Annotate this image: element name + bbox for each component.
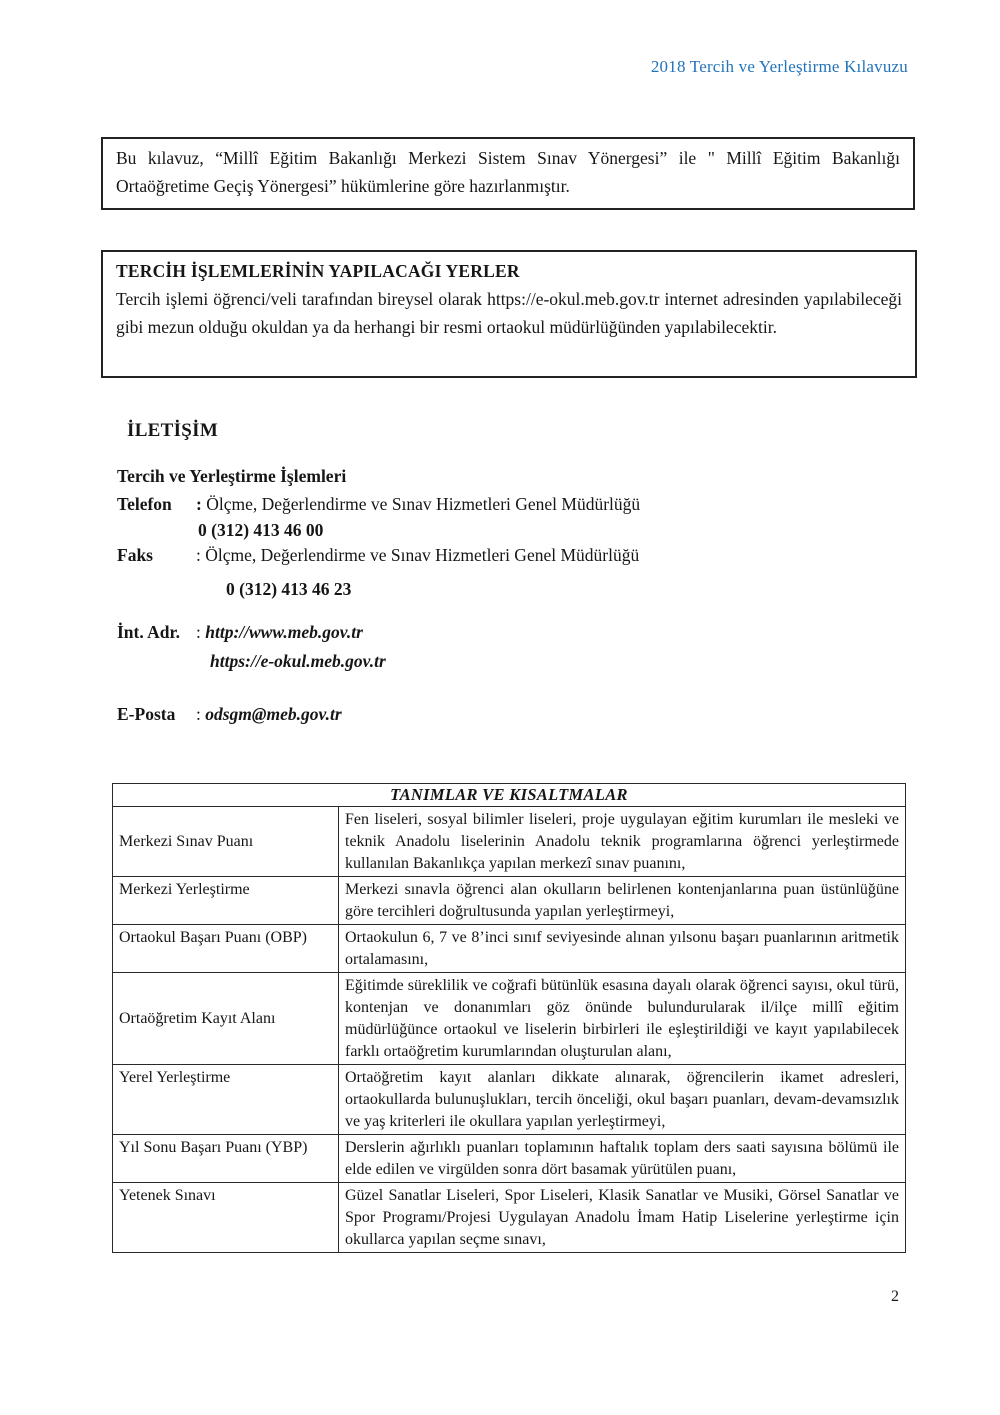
term-cell: Ortaokul Başarı Puanı (OBP) (113, 925, 339, 973)
eposta-label: E-Posta (117, 704, 176, 724)
notice-text: Bu kılavuz, “Millî Eğitim Bakanlığı Merkezi Sistem Sınav Yönergesi” ile " Millî Eğitim Bakanlığı Ortaöğretime Geçiş Yönergesi” hükümlerine göre hazırlanmıştır. (116, 148, 900, 196)
term-cell: Ortaöğretim Kayıt Alanı (113, 973, 339, 1065)
email-address: odsgm@meb.gov.tr (205, 704, 342, 724)
contact-row-faks (117, 543, 837, 601)
definitions-table-title: TANIMLAR VE KISALTMALAR (113, 784, 906, 807)
tercih-box-text: Tercih işlemi öğrenci/veli tarafından bireysel olarak https://e-okul.meb.gov.tr internet adresinden yapılabileceği gibi mezun olduğu okuldan ya da herhangi bir resmi ortaokul müdürlüğünden yapılabilecektir. (116, 289, 902, 337)
term-cell: Merkezi Yerleştirme (113, 877, 339, 925)
eokul-url: https://e-okul.meb.gov.tr (210, 651, 386, 671)
table-row-ortaogretim-kayit-alani (113, 973, 906, 1065)
definition-cell: Eğitimde süreklilik ve coğrafi bütünlük esasına dayalı olarak öğrenci sayısı, okul türü, kontenjan ve donanımları göz önünde bulundurularak il/ilçe millî eğitim müdürlüğünce ortaokul ve liselerin birbirleri ile eşleştirildiği ve kayıt yapılabilecek farklı ortaöğretim kurumlarından oluşturulan alanı, (339, 973, 906, 1065)
table-row-yerel-yerlestirme (113, 1065, 906, 1135)
term-cell: Yetenek Sınavı (113, 1183, 339, 1253)
website-url: http://www.meb.gov.tr (205, 622, 363, 642)
internet-address-label: İnt. Adr. (117, 622, 181, 642)
table-row-merkezi-sinav-puani (113, 807, 906, 877)
table-row-yil-sonu-basari-puani (113, 1135, 906, 1183)
definition-cell: Derslerin ağırlıklı puanları toplamının haftalık toplam ders saati sayısına bölümü ile elde edilen ve virgülden sonra dört basamak yürütülen puanı, (339, 1135, 906, 1183)
running-header: 2018 Tercih ve Yerleştirme Kılavuzu (650, 57, 908, 76)
telefon-separator: : (196, 494, 202, 514)
contact-subheading: Tercih ve Yerleştirme İşlemleri (117, 466, 347, 486)
telefon-number: 0 (312) 413 46 00 (198, 520, 324, 540)
contact-row-internet-address (117, 620, 837, 673)
contact-row-telefon (117, 492, 837, 542)
term-cell: Merkezi Sınav Puanı (113, 807, 339, 877)
contact-row-eposta (117, 702, 837, 726)
definitions-table-header-row (113, 784, 906, 807)
faks-label: Faks (117, 545, 153, 565)
faks-department: Ölçme, Değerlendirme ve Sınav Hizmetleri Genel Müdürlüğü (205, 545, 640, 565)
table-row-ortaokul-basari-puani (113, 925, 906, 973)
faks-separator: : (196, 545, 201, 565)
faks-number: 0 (312) 413 46 23 (226, 579, 352, 599)
page-number: 2 (891, 1288, 899, 1305)
internet-address-separator: : (196, 622, 201, 642)
definition-cell: Güzel Sanatlar Liseleri, Spor Liseleri, Klasik Sanatlar ve Musiki, Görsel Sanatlar ve Spor Programı/Projesi Uygulayan Anadolu İmam Hatip Liselerine yerleştirme için okullarca yapılan seçme sınavı, (339, 1183, 906, 1253)
tercih-locations-box (101, 250, 917, 378)
definitions-table (112, 783, 906, 1253)
telefon-label: Telefon (117, 494, 172, 514)
notice-box (101, 137, 915, 210)
eposta-separator: : (196, 704, 201, 724)
telefon-department: Ölçme, Değerlendirme ve Sınav Hizmetleri Genel Müdürlüğü (206, 494, 641, 514)
term-cell: Yıl Sonu Başarı Puanı (YBP) (113, 1135, 339, 1183)
table-row-merkezi-yerlestirme (113, 877, 906, 925)
definition-cell: Ortaöğretim kayıt alanları dikkate alınarak, öğrencilerin ikamet adresleri, ortaokullarda bulunuşlukları, tercih önceliği, okul başarı puanları, devam-devamsızlık ve yaş kriterleri ile okullara yapılan yerleştirmeyi, (339, 1065, 906, 1135)
definition-cell: Ortaokulun 6, 7 ve 8’inci sınıf seviyesinde alınan yılsonu başarı puanlarının aritmetik ortalamasını, (339, 925, 906, 973)
definition-cell: Fen liseleri, sosyal bilimler liseleri, proje uygulayan eğitim kurumları ile mesleki ve teknik Anadolu liselerinin Anadolu teknik programlarına öğrenci yerleştirmede kullanılan Bakanlıkça yapılan merkezî sınav puanını, (339, 807, 906, 877)
term-cell: Yerel Yerleştirme (113, 1065, 339, 1135)
contact-heading: İLETİŞİM (127, 420, 219, 441)
tercih-box-title: TERCİH İŞLEMLERİNİN YAPILACAĞI YERLER (116, 261, 520, 281)
table-row-yetenek-sinavi (113, 1183, 906, 1253)
definition-cell: Merkezi sınavla öğrenci alan okulların belirlenen kontenjanlarına puan üstünlüğüne göre tercihleri doğrultusunda yapılan yerleştirmeyi, (339, 877, 906, 925)
